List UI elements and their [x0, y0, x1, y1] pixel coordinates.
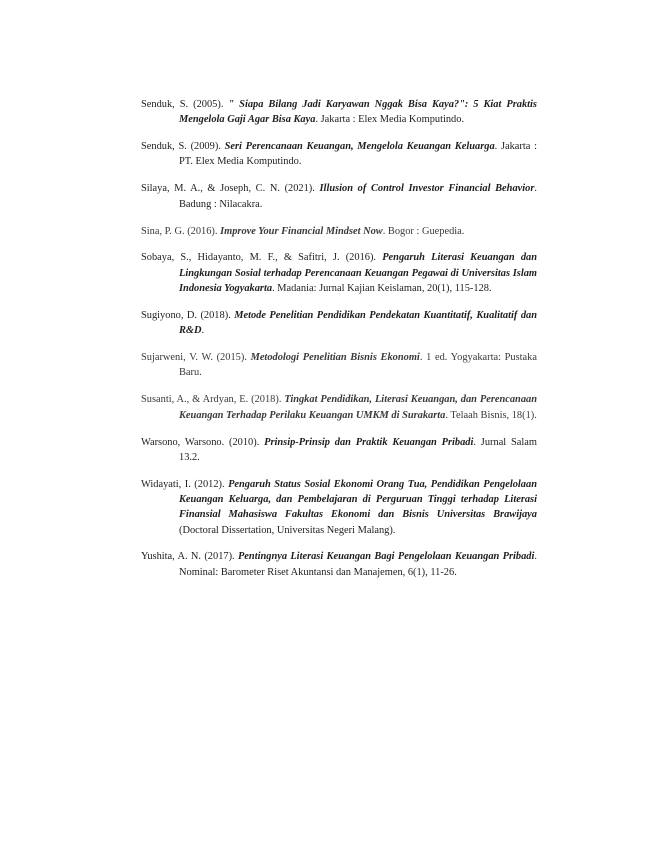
- reference-list: [141, 97, 537, 592]
- reference-entry: [141, 250, 537, 296]
- reference-entry: [141, 139, 537, 170]
- reference-publisher: .: [201, 325, 205, 337]
- reference-authors-year: Senduk, S. (2009).: [141, 141, 225, 153]
- reference-publisher: . Telaah Bisnis, 18(1).: [445, 409, 537, 421]
- reference-entry: [141, 549, 537, 580]
- reference-entry: [141, 308, 537, 339]
- reference-title: Prinsip-Prinsip dan Praktik Keuangan Pribadi: [264, 436, 474, 448]
- reference-authors-year: Silaya, M. A., & Joseph, C. N. (2021).: [141, 183, 320, 195]
- reference-authors-year: Sugiyono, D. (2018).: [141, 309, 235, 321]
- reference-publisher: . Jakarta : PT. Elex Media Komputindo.: [179, 141, 537, 168]
- reference-authors-year: Susanti, A., & Ardyan, E. (2018).: [141, 394, 285, 406]
- reference-title: Pengaruh Status Sosial Ekonomi Orang Tua, Pendidikan Pengelolaan Keuangan Keluarga, dan Pembelajaran di Perguruan Tinggi terhadap Literasi Finansial Mahasiswa Fakultas Ekonomi dan Bisnis Universitas Brawijaya: [179, 478, 537, 521]
- reference-publisher: . Jakarta : Elex Media Komputindo.: [315, 114, 465, 126]
- reference-publisher: . Madania: Jurnal Kajian Keislaman, 20(1), 115-128.: [272, 283, 492, 295]
- reference-publisher: (Doctoral Dissertation, Universitas Negeri Malang).: [179, 524, 396, 536]
- reference-entry: [141, 477, 537, 538]
- reference-authors-year: Yushita, A. N. (2017).: [141, 551, 238, 563]
- reference-authors-year: Sobaya, S., Hidayanto, M. F., & Safitri, J. (2016).: [141, 252, 383, 264]
- reference-publisher: . 1 ed. Yogyakarta: Pustaka Baru.: [179, 352, 537, 379]
- reference-title: Tingkat Pendidikan, Literasi Keuangan, dan Perencanaan Keuangan Terhadap Perilaku Keuangan UMKM di Surakarta: [179, 394, 538, 421]
- reference-title: Pengaruh Literasi Keuangan dan Lingkungan Sosial terhadap Perencanaan Keuangan Pegawai di Universitas Islam Indonesia Yogyakarta: [179, 252, 537, 295]
- reference-publisher: . Jurnal Salam 13.2.: [179, 436, 537, 463]
- reference-entry: [141, 392, 537, 423]
- reference-title: Metode Penelitian Pendidikan Pendekatan Kuantitatif, Kualitatif dan R&D: [179, 309, 537, 337]
- reference-title: Seri Perencanaan Keuangan, Mengelola Keuangan Keluarga: [224, 141, 495, 153]
- reference-publisher: . Nominal: Barometer Riset Akuntansi dan Manajemen, 6(1), 11-26.: [179, 551, 537, 578]
- reference-authors-year: Sujarweni, V. W. (2015).: [141, 352, 251, 364]
- reference-entry: [141, 181, 537, 212]
- reference-authors-year: Widayati, I. (2012).: [141, 478, 229, 490]
- reference-publisher: . Bogor : Guepedia.: [382, 225, 465, 237]
- reference-authors-year: Sina, P. G. (2016).: [141, 225, 221, 237]
- reference-title: Improve Your Financial Mindset Now: [220, 225, 383, 237]
- reference-publisher: . Badung : Nilacakra.: [179, 183, 537, 210]
- reference-entry: [141, 435, 537, 466]
- reference-authors-year: Senduk, S. (2005).: [141, 99, 229, 110]
- reference-entry: [141, 224, 537, 239]
- reference-title: Metodologi Penelitian Bisnis Ekonomi: [250, 352, 420, 364]
- reference-entry: [141, 97, 537, 128]
- reference-authors-year: Warsono, Warsono. (2010).: [141, 436, 265, 448]
- reference-title: Illusion of Control Investor Financial Behavior: [319, 183, 535, 195]
- reference-entry: [141, 350, 537, 381]
- reference-title: Pentingnya Literasi Keuangan Bagi Pengelolaan Keuangan Pribadi: [237, 551, 535, 563]
- reference-title: " Siapa Bilang Jadi Karyawan Nggak Bisa Kaya?": 5 Kiat Praktis Mengelola Gaji Agar Bisa Kaya: [179, 99, 537, 126]
